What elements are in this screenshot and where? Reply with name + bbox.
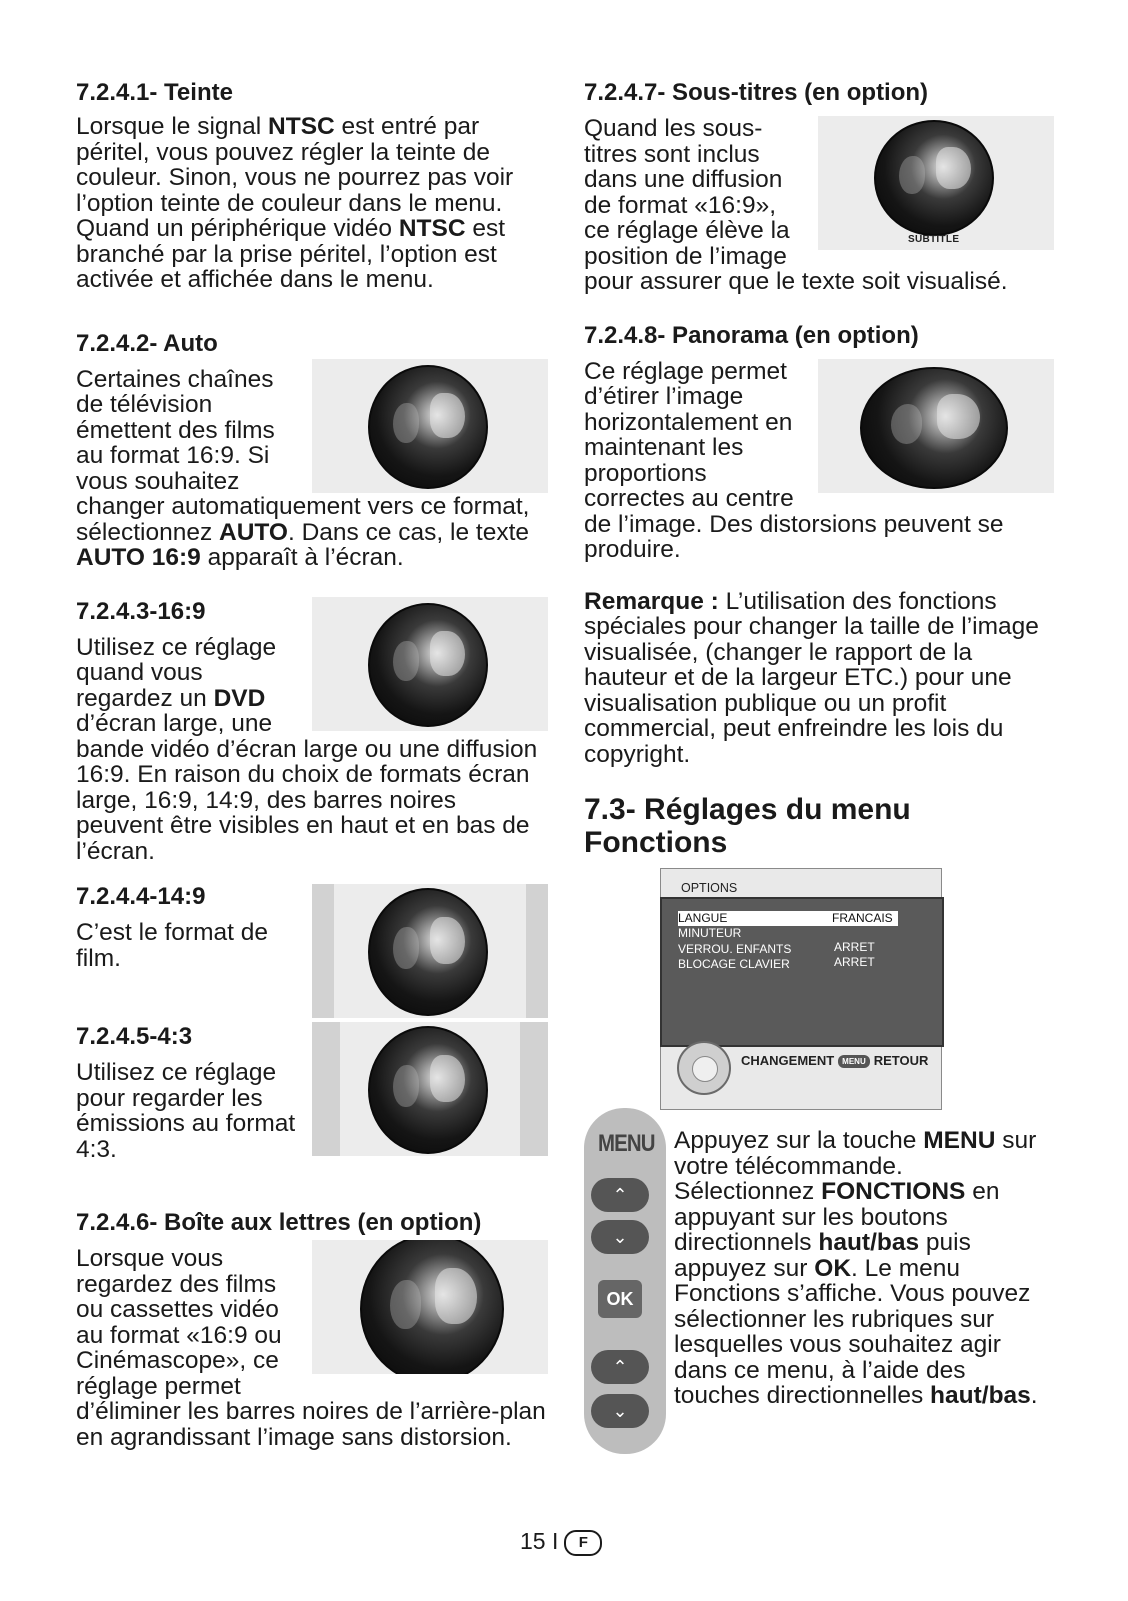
section-149 bbox=[76, 882, 548, 1022]
section-169 bbox=[76, 597, 548, 865]
remark-label: Remarque : bbox=[584, 587, 719, 615]
menu-row-blocage[interactable]: BLOCAGE CLAVIER bbox=[678, 957, 790, 971]
options-menu-list bbox=[660, 897, 944, 1047]
remote-down-button-2[interactable]: ⌄ bbox=[591, 1394, 649, 1428]
section-heading: 7.2.4.6- Boîte aux lettres (en option) bbox=[76, 1209, 482, 1236]
section-heading: 7.2.4.3-16:9 bbox=[76, 597, 206, 625]
globe-icon bbox=[368, 365, 488, 489]
remark-body: Remarque : L’utilisation des fonctions spéciales pour changer la taille de l’image visualisée, (changer le rapport de la hauteur et de la largeur ETC.) pour une visualisation publique ou un profit commercial, peut enfreindre les lois du copyright. bbox=[584, 587, 1039, 768]
globe-icon bbox=[368, 1026, 488, 1154]
remote-instructions bbox=[584, 1108, 1054, 1458]
language-badge: F bbox=[564, 1530, 602, 1556]
section-body: Lorsque le signal NTSC est entré par péritel, vous pouvez régler la teinte de couleur. Sinon, vous ne pourrez pas voir l’option teinte de couleur dans le menu. Quand un périphérique vidéo NTSC est branché par la prise péritel, l’option est activée et affichée dans le menu. bbox=[76, 113, 514, 293]
section-heading: 7.2.4.5-4:3 bbox=[76, 1023, 193, 1050]
left-column bbox=[76, 78, 548, 1450]
menu-row-langue[interactable]: LANGUE bbox=[678, 911, 728, 925]
subtitle-caption: SUBTITLE bbox=[908, 234, 960, 245]
page-footer bbox=[520, 1528, 602, 1556]
menu-value-verrou: ARRET bbox=[834, 940, 875, 954]
section-body: Ce réglage permet d’étirer l’image horizontalement en maintenant les proportions correctes au centre de l’image. Des distorsions peuvent se produire. bbox=[584, 357, 1004, 563]
remote-down-button[interactable]: ⌄ bbox=[591, 1220, 649, 1254]
section-heading: 7.2.4.2- Auto bbox=[76, 329, 218, 357]
section-panorama bbox=[584, 321, 1054, 563]
dpad-icon bbox=[677, 1041, 731, 1095]
section-heading: 7.2.4.7- Sous-titres (en option) bbox=[584, 79, 929, 106]
globe-image bbox=[818, 359, 1054, 493]
remote-up-button[interactable]: ⌃ bbox=[591, 1178, 649, 1212]
menu-badge: MENU bbox=[838, 1055, 870, 1068]
section-auto bbox=[76, 329, 548, 571]
options-menu-title: OPTIONS bbox=[681, 881, 738, 895]
section-boite-aux-lettres bbox=[76, 1208, 548, 1450]
section-43 bbox=[76, 1022, 548, 1208]
page-number: 15 I bbox=[520, 1528, 559, 1554]
section-heading: 7.2.4.8- Panorama (en option) bbox=[584, 321, 919, 349]
section-teinte bbox=[76, 78, 548, 293]
globe-image bbox=[312, 1240, 548, 1374]
globe-icon bbox=[360, 1240, 504, 1374]
menu-value-langue: FRANCAIS bbox=[832, 911, 893, 925]
globe-icon bbox=[368, 888, 488, 1016]
globe-image bbox=[312, 884, 548, 1018]
section-body: Lorsque vous regardez des films ou cassettes vidéo au format «16:9 ou Cinémascope», ce réglage permet d’éliminer les barres noires de l’arrière-plan en agrandissant l’image sans distorsion. bbox=[76, 1245, 546, 1451]
remote-menu-key[interactable]: MENU bbox=[598, 1130, 655, 1157]
globe-image bbox=[312, 597, 548, 731]
section-body: Certaines chaînes de télévision émettent des films au format 16:9. Si vous souhaitez changer automatiquement vers ce format, sélectionnez AUTO. Dans ce cas, le texte AUTO 16:9 apparaît à l’écran. bbox=[76, 365, 530, 571]
section-body: Utilisez ce réglage pour regarder les émissions au format 4:3. bbox=[76, 1059, 296, 1163]
right-column bbox=[584, 78, 1054, 1421]
menu-value-blocage: ARRET bbox=[834, 955, 875, 969]
subtitle-image bbox=[818, 116, 1054, 250]
section-heading: 7.2.4.4-14:9 bbox=[76, 883, 206, 910]
globe-image bbox=[312, 359, 548, 493]
globe-icon bbox=[874, 120, 994, 236]
instructions-body: Appuyez sur la touche MENU sur votre télécommande. Sélectionnez FONCTIONS en appuyant sur les boutons directionnels haut/bas puis appuyez sur OK. Le menu Fonctions s’affiche. Vous pouvez sélectionner les rubriques sur lesquelles vous souhaitez agir dans ce menu, à l’aide des touches directionnelles haut/bas. bbox=[674, 1127, 1038, 1409]
section-title-fonctions: 7.3- Réglages du menu Fonctions bbox=[584, 793, 911, 859]
globe-icon bbox=[368, 603, 488, 727]
menu-row-minuteur[interactable]: MINUTEUR bbox=[678, 926, 742, 940]
section-body: Quand les sous-titres sont inclus dans une diffusion de format «16:9», ce réglage élève la position de l’image pour assurer que le texte soit visualisé. bbox=[584, 115, 1008, 295]
section-heading: 7.2.4.1- Teinte bbox=[76, 79, 233, 106]
options-menu-footer: CHANGEMENT MENU RETOUR bbox=[741, 1053, 929, 1068]
options-menu bbox=[660, 868, 942, 1110]
section-body: Utilisez ce réglage quand vous regardez un DVD d’écran large, une bande vidéo d’écran large ou une diffusion 16:9. En raison du choix de formats écran large, 16:9, 14:9, des barres noires peuvent être visibles en haut et en bas de l’écran. bbox=[76, 633, 538, 865]
globe-image bbox=[312, 1022, 548, 1156]
remote-ok-button[interactable]: OK bbox=[598, 1280, 642, 1318]
section-sous-titres bbox=[584, 78, 1054, 295]
menu-row-verrou[interactable]: VERROU. ENFANTS bbox=[678, 942, 792, 956]
globe-icon bbox=[860, 367, 1008, 489]
remote-control bbox=[584, 1108, 666, 1454]
remark bbox=[584, 589, 1054, 768]
remote-up-button-2[interactable]: ⌃ bbox=[591, 1350, 649, 1384]
section-body: C’est le format de film. bbox=[76, 919, 268, 972]
